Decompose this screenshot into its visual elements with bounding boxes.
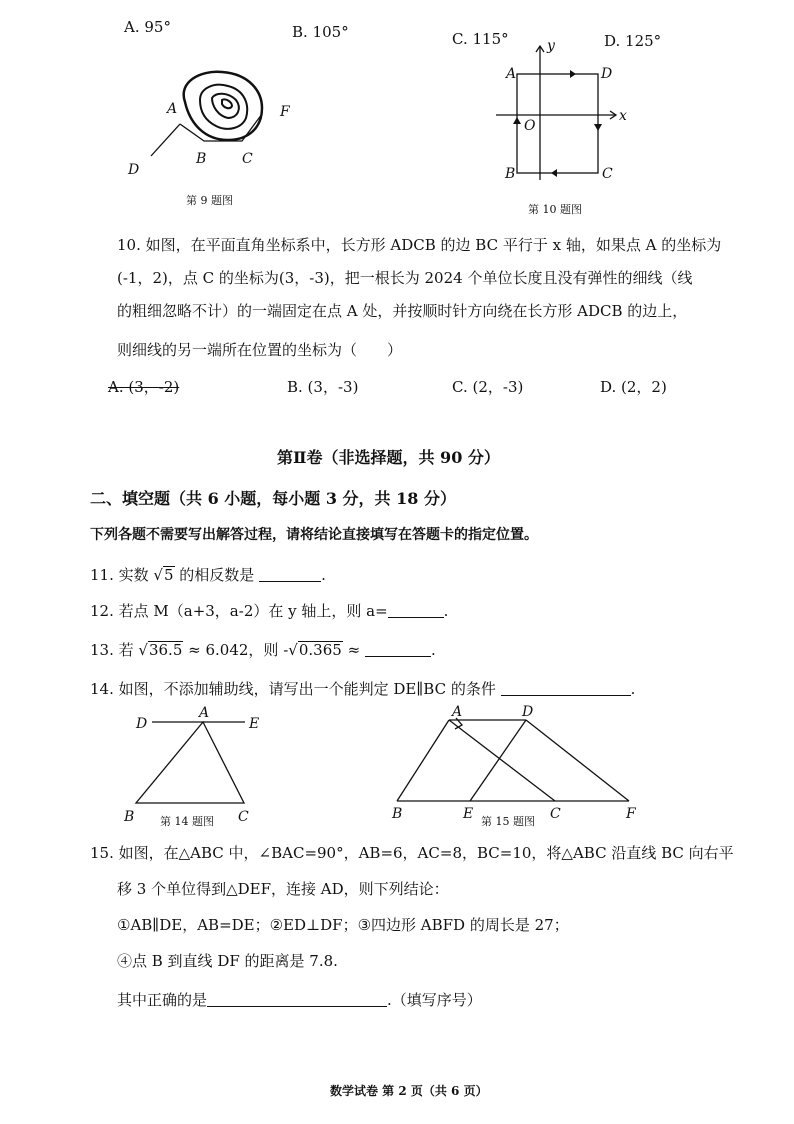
q13-radical2: √0.365 bbox=[288, 641, 342, 659]
q11-end: . bbox=[321, 566, 326, 584]
q14-end: . bbox=[630, 680, 636, 698]
part-heading: 二、填空题（共 6 小题，每小题 3 分，共 18 分） bbox=[90, 489, 456, 508]
fig15-label-d: D bbox=[522, 704, 534, 720]
q13-radicand1: 36.5 bbox=[148, 641, 183, 659]
q14-text: 14. 如图，不添加辅助线，请写出一个能判定 DE∥BC 的条件 bbox=[90, 680, 496, 698]
q11-pre: 11. 实数 bbox=[90, 566, 149, 584]
fig10-label-a: A bbox=[506, 66, 517, 82]
q13-mid: ≈ 6.042，则 - bbox=[188, 641, 289, 659]
q10-line2: (-1，2)，点 C 的坐标为(3，-3)，把一根长为 2024 个单位长度且没有弹性的细线（线 bbox=[117, 269, 693, 287]
instruction: 下列各题不需要写出解答过程，请将结论直接填写在答题卡的指定位置。 bbox=[90, 527, 538, 543]
q15-line3: ①AB∥DE，AB=DE；②ED⊥DF；③四边形 ABFD 的周长是 27； bbox=[117, 916, 569, 934]
fig15-label-e: E bbox=[463, 806, 474, 822]
fig10-label-d: D bbox=[601, 66, 613, 82]
fig9-caption: 第 9 题图 bbox=[186, 194, 233, 207]
q15-answer-blank[interactable] bbox=[207, 992, 387, 1007]
fig9-label-a: A bbox=[167, 101, 178, 117]
q12-end: . bbox=[443, 602, 449, 620]
fig15-label-f: F bbox=[626, 806, 636, 822]
fig14-label-c: C bbox=[238, 809, 249, 825]
fig10-label-x: x bbox=[619, 108, 627, 124]
q13-end: . bbox=[430, 641, 436, 659]
fig14-label-e: E bbox=[249, 716, 260, 732]
q11-post: 的相反数是 bbox=[179, 566, 255, 584]
q15-line5 bbox=[117, 992, 482, 1008]
fig9-label-f: F bbox=[280, 104, 290, 120]
section-title: 第Ⅱ卷（非选择题，共 90 分） bbox=[277, 448, 500, 467]
fig10-label-o: O bbox=[524, 118, 536, 134]
fig10-label-y: y bbox=[547, 38, 555, 54]
q13-post: ≈ bbox=[347, 641, 361, 659]
fig15-caption: 第 15 题图 bbox=[481, 815, 535, 828]
fig14-label-a: A bbox=[199, 705, 210, 721]
q10-choice-d: D. (2，2) bbox=[600, 378, 667, 396]
q13-pre: 13. 若 bbox=[90, 641, 134, 659]
q13-radical1: √36.5 bbox=[138, 641, 183, 659]
q9-choice-d: D. 125° bbox=[604, 32, 662, 50]
q15-line5-post: .（填写序号） bbox=[387, 991, 482, 1009]
q9-choice-b: B. 105° bbox=[292, 23, 349, 41]
page-footer: 数学试卷 第 2 页（共 6 页） bbox=[330, 1084, 488, 1098]
fig10-label-c: C bbox=[602, 166, 613, 182]
q13-radicand2: 0.365 bbox=[298, 641, 342, 659]
q15-line2: 移 3 个单位得到△DEF，连接 AD，则下列结论： bbox=[117, 880, 449, 898]
q11-radicand: 5 bbox=[163, 566, 174, 584]
q10-choice-c: C. (2，-3) bbox=[452, 378, 524, 396]
fig9-label-c: C bbox=[242, 151, 253, 167]
q10-choice-a: A. (3，-2) bbox=[108, 378, 180, 396]
fig9-label-b: B bbox=[196, 151, 207, 167]
q10-choice-b: B. (3，-3) bbox=[287, 378, 359, 396]
fig10-caption: 第 10 题图 bbox=[528, 203, 582, 216]
q15-line1: 15. 如图，在△ABC 中，∠BAC=90°，AB=6，AC=8，BC=10，将△ABC 沿直线 BC 向右平 bbox=[90, 844, 734, 862]
fig14-label-b: B bbox=[124, 809, 135, 825]
q15-line4: ④点 B 到直线 DF 的距离是 7.8. bbox=[117, 952, 338, 970]
q12-text: 12. 若点 M（a+3，a-2）在 y 轴上，则 a= bbox=[90, 602, 388, 620]
fig14-label-d: D bbox=[136, 716, 148, 732]
q9-choice-a: A. 95° bbox=[124, 18, 171, 36]
fig14-caption: 第 14 题图 bbox=[160, 815, 214, 828]
fig10-label-b: B bbox=[505, 166, 516, 182]
q10-line4: 则细线的另一端所在位置的坐标为（ ） bbox=[117, 341, 403, 359]
q10-line3: 的粗细忽略不计）的一端固定在点 A 处，并按顺时针方向绕在长方形 ADCB 的边上， bbox=[117, 302, 688, 320]
fig15-label-c: C bbox=[550, 806, 561, 822]
q15-line5-pre: 其中正确的是 bbox=[117, 991, 208, 1009]
q9-choice-c: C. 115° bbox=[452, 30, 509, 48]
fig15-label-a: A bbox=[452, 704, 463, 720]
q11-radical: √5 bbox=[153, 566, 174, 584]
fig9-label-d: D bbox=[128, 162, 140, 178]
q10-line1: 10. 如图，在平面直角坐标系中，长方形 ADCB 的边 BC 平行于 x 轴，如果点 A 的坐标为 bbox=[117, 236, 722, 254]
fig15-label-b: B bbox=[392, 806, 403, 822]
